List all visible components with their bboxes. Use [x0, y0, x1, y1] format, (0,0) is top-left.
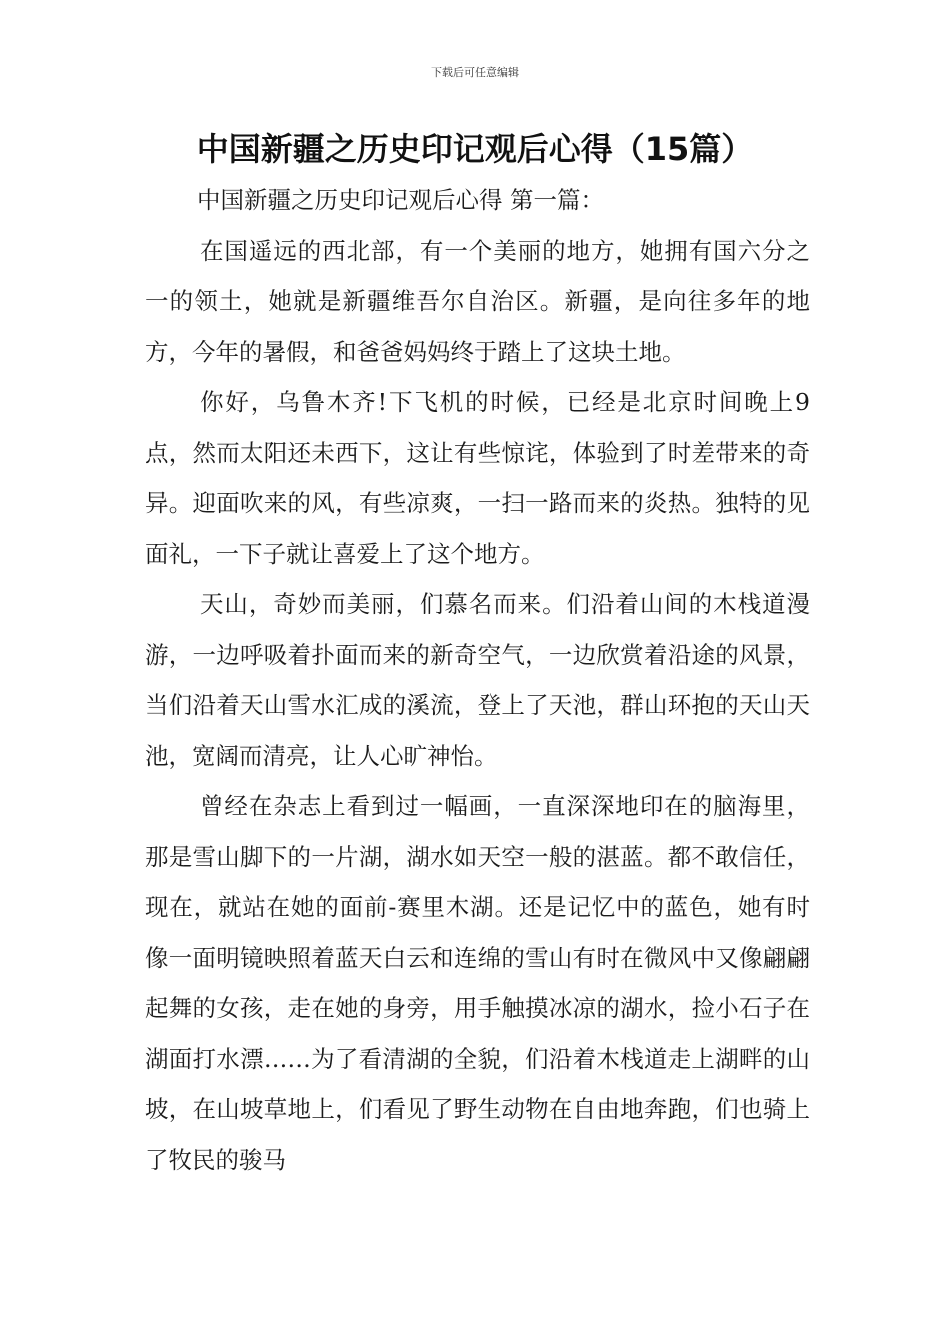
- paragraph-4: 曾经在杂志上看到过一幅画，一直深深地印在的脑海里，那是雪山脚下的一片湖，湖水如天空一般的湛蓝。都不敢信任，现在，就站在她的面前-赛里木湖。还是记忆中的蓝色，她有时像一面明镜映照着蓝天白云和连绵的雪山有时在微风中又像翩翩起舞的女孩，走在她的身旁，用手触摸冰凉的湖水，捡小石子在湖面打水漂……为了看清湖的全貌，们沿着木栈道走上湖畔的山坡，在山坡草地上，们看见了野生动物在自由地奔跑，们也骑上了牧民的骏马: [145, 792, 810, 1174]
- paragraph-2: 你好，乌鲁木齐!下飞机的时候，已经是北京时间晚上9点，然而太阳还未西下，这让有些惊诧，体验到了时差带来的奇异。迎面吹来的风，有些凉爽，一扫一路而来的炎热。独特的见面礼，一下子就让喜爱上了这个地方。: [145, 388, 810, 568]
- section-subtitle: 中国新疆之历史印记观后心得 第一篇：: [197, 186, 604, 214]
- paragraph-1: 在国遥远的西北部，有一个美丽的地方，她拥有国六分之一的领土，她就是新疆维吾尔自治区。新疆，是向往多年的地方，今年的暑假，和爸爸妈妈终于踏上了这块土地。: [145, 236, 810, 366]
- document-title: 中国新疆之历史印记观后心得（15篇）: [196, 130, 754, 168]
- header-note: 下载后可任意编辑: [431, 66, 519, 79]
- paragraph-3: 天山，奇妙而美丽，们慕名而来。们沿着山间的木栈道漫游，一边呼吸着扑面而来的新奇空气，一边欣赏着沿途的风景，当们沿着天山雪水汇成的溪流，登上了天池，群山环抱的天山天池，宽阔而清亮，让人心旷神怡。: [145, 590, 810, 770]
- document-body: [145, 175, 810, 1185]
